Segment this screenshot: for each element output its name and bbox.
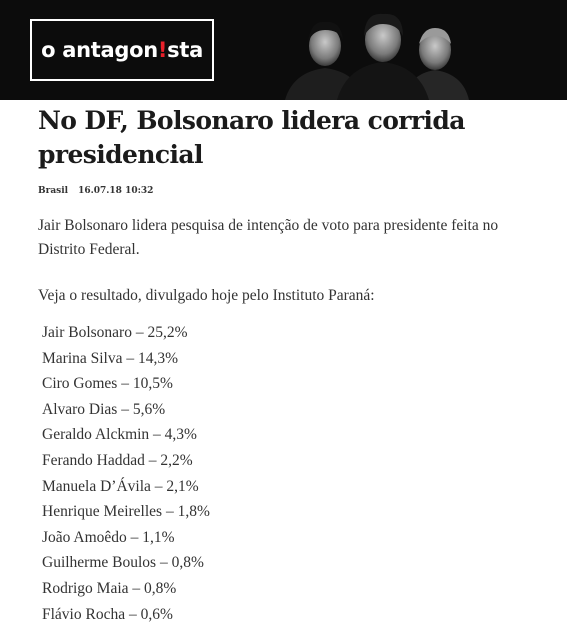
poll-result-item: Geraldo Alckmin – 4,3% [42, 426, 197, 444]
site-header [0, 0, 567, 100]
article-title: No DF, Bolsonaro lidera corrida presidencial [38, 106, 465, 169]
poll-result-item: Guilherme Boulos – 0,8% [42, 554, 204, 572]
poll-result-item: Alvaro Dias – 5,6% [42, 400, 166, 418]
poll-result-item: Marina Silva – 14,3% [42, 349, 179, 367]
poll-result-item: Rodrigo Maia – 0,8% [42, 579, 177, 597]
poll-result-item: Henrique Meirelles – 1,8% [42, 503, 210, 521]
article-paragraph: Jair Bolsonaro lidera pesquisa de intenção de voto para presidente feita no Distrito Federal. [38, 217, 499, 258]
poll-result-item: Ciro Gomes – 10,5% [42, 375, 173, 393]
article [38, 104, 538, 627]
article-datetime: 16.07.18 10:32 [78, 186, 154, 196]
hosts-portrait-image [285, 0, 485, 100]
poll-results-list [38, 320, 538, 627]
category-label[interactable]: Brasil [38, 186, 69, 196]
poll-result-item: Flávio Rocha – 0,6% [42, 605, 173, 623]
poll-result-item: Manuela D’Ávila – 2,1% [42, 477, 199, 495]
poll-result-item: João Amoêdo – 1,1% [42, 528, 175, 546]
logo-text: o antagon!sta [41, 38, 203, 62]
article-paragraph: Veja o resultado, divulgado hoje pelo Instituto Paraná: [38, 287, 375, 304]
poll-result-item: Ferando Haddad – 2,2% [42, 451, 193, 469]
site-logo[interactable] [30, 19, 214, 81]
article-meta [38, 186, 538, 196]
poll-result-item: Jair Bolsonaro – 25,2% [42, 324, 188, 341]
